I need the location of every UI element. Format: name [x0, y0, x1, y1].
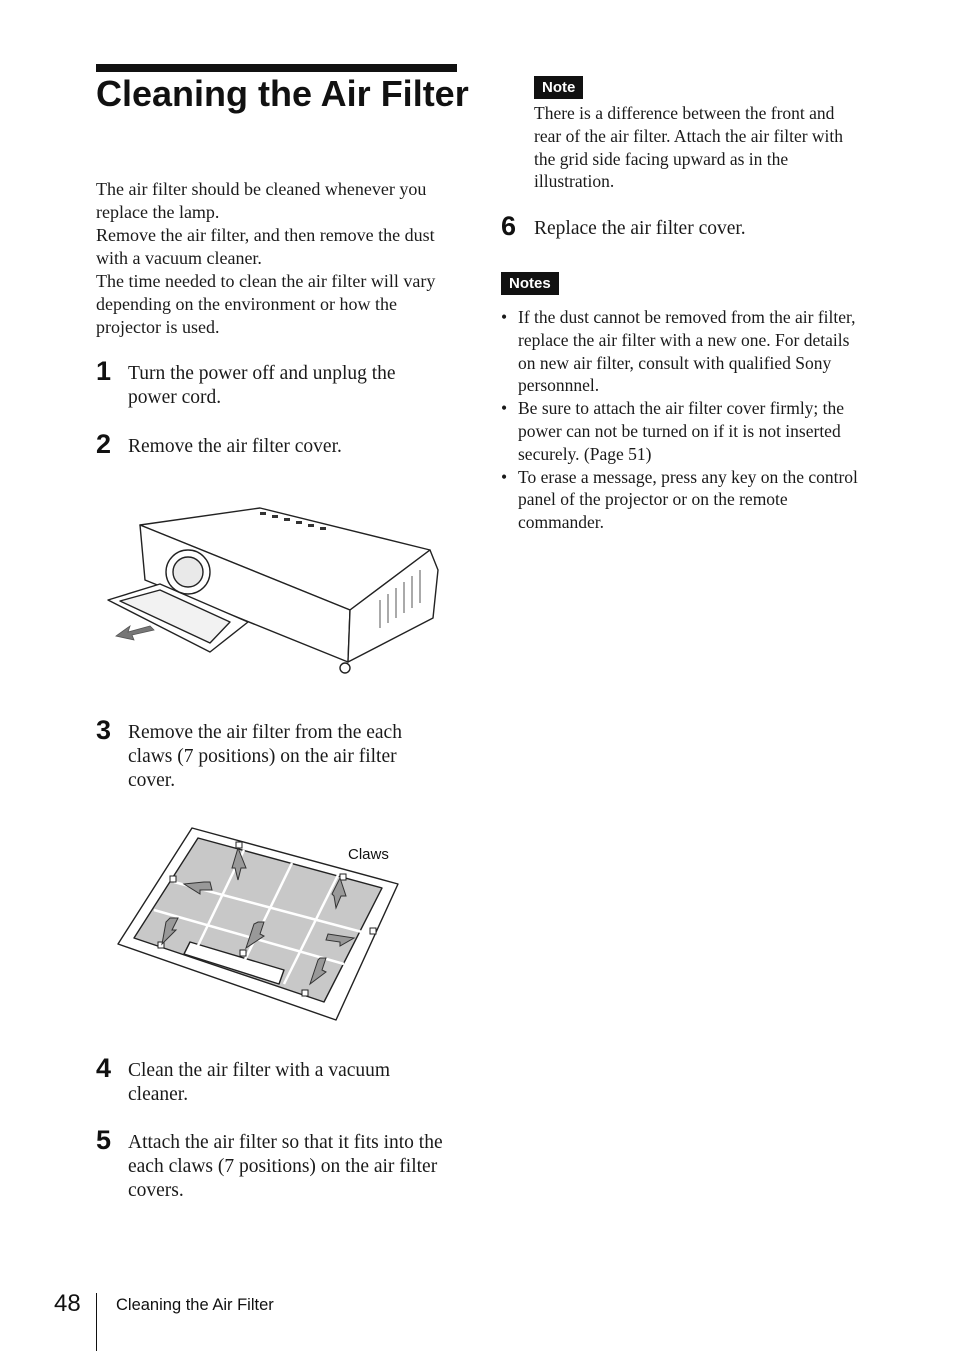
bullet-icon: • — [501, 398, 508, 419]
note-label: Note — [534, 76, 583, 99]
step-5-number: 5 — [96, 1125, 112, 1155]
bullet-icon: • — [501, 307, 508, 327]
step-5-text: Attach the air filter so that it fits into the each claws (7 positions) on the air filter covers. — [128, 1132, 443, 1201]
step-2-number: 2 — [96, 429, 112, 459]
page-title: Cleaning the Air Filter — [96, 73, 469, 114]
notes-label: Notes — [501, 272, 559, 295]
claws-label: Claws — [348, 846, 389, 863]
title-rule — [96, 64, 457, 72]
footer-divider — [96, 1293, 97, 1351]
note-item-text: If the dust cannot be removed from the air filter, replace the air filter with a new one. For details on new air filter, consult with qualified Sony personnnel. — [518, 307, 856, 396]
step-1-number: 1 — [96, 356, 112, 386]
bullet-icon: • — [501, 466, 508, 487]
list-item — [500, 306, 860, 397]
list-item — [500, 397, 860, 465]
page-number: 48 — [54, 1290, 81, 1317]
note-item-text: To erase a message, press any key on the control panel of the projector or on the remote commander. — [518, 466, 858, 533]
list-item — [500, 466, 860, 534]
step-3-number: 3 — [96, 715, 112, 745]
intro-line: Remove the air filter, and then remove the dust with a vacuum cleaner. — [96, 225, 435, 268]
notes-list — [500, 306, 860, 534]
footer-section-title: Cleaning the Air Filter — [116, 1296, 274, 1314]
intro-paragraph — [96, 178, 458, 339]
note-text: There is a difference between the front and rear of the air filter. Attach the air filter with the grid side facing upward as in the illustration. — [534, 103, 844, 192]
projector-illustration — [100, 500, 445, 680]
step-3-text: Remove the air filter from the each claws (7 positions) on the air filter cover. — [128, 722, 402, 791]
step-4-number: 4 — [96, 1053, 112, 1083]
step-1-text: Turn the power off and unplug the power cord. — [128, 363, 396, 408]
note-item-text: Be sure to attach the air filter cover firmly; the power can not be turned on if it is not inserted securely. (Page 51) — [518, 398, 845, 464]
intro-line: The time needed to clean the air filter will vary depending on the environment or how the projector is used. — [96, 271, 436, 337]
intro-line: The air filter should be cleaned whenever you replace the lamp. — [96, 179, 427, 222]
step-2-text: Remove the air filter cover. — [128, 436, 342, 457]
step-6-text: Replace the air filter cover. — [534, 218, 746, 239]
step-4-text: Clean the air filter with a vacuum cleaner. — [128, 1060, 391, 1105]
step-6-number: 6 — [501, 211, 517, 241]
